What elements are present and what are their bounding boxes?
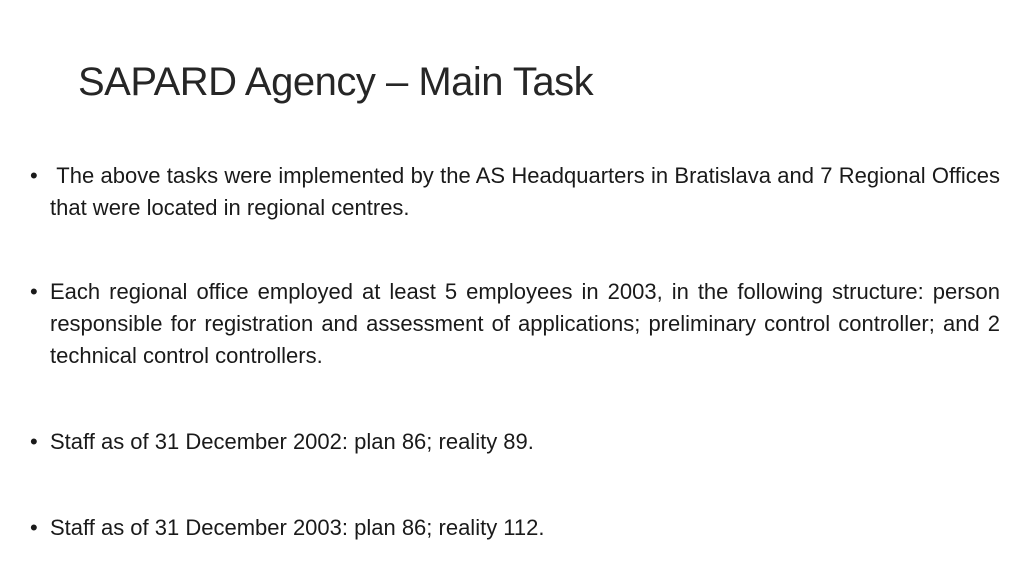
list-item	[28, 426, 1000, 458]
bullet-list	[28, 160, 1007, 544]
bullet-text: The above tasks were implemented by the AS Headquarters in Bratislava and 7 Regional Offices that were located in regional centres.	[50, 163, 1007, 220]
bullet-dot-icon: •	[30, 429, 38, 454]
bullet-text: Staff as of 31 December 2002: plan 86; reality 89.	[50, 429, 534, 454]
bullet-text: Each regional office employed at least 5 employees in 2003, in the following structure: person responsible for registration and assessment of applications; preliminary control controller; and 2 technical control controllers.	[50, 279, 1000, 368]
list-item	[28, 276, 1000, 372]
bullet-text: Staff as of 31 December 2003: plan 86; reality 112.	[50, 515, 545, 540]
slide-title: SAPARD Agency – Main Task	[78, 60, 594, 104]
bullet-dot-icon: •	[30, 515, 38, 540]
list-item	[28, 160, 1007, 224]
bullet-dot-icon: •	[30, 279, 38, 304]
list-item	[28, 512, 1000, 544]
bullet-dot-icon: •	[30, 163, 38, 188]
